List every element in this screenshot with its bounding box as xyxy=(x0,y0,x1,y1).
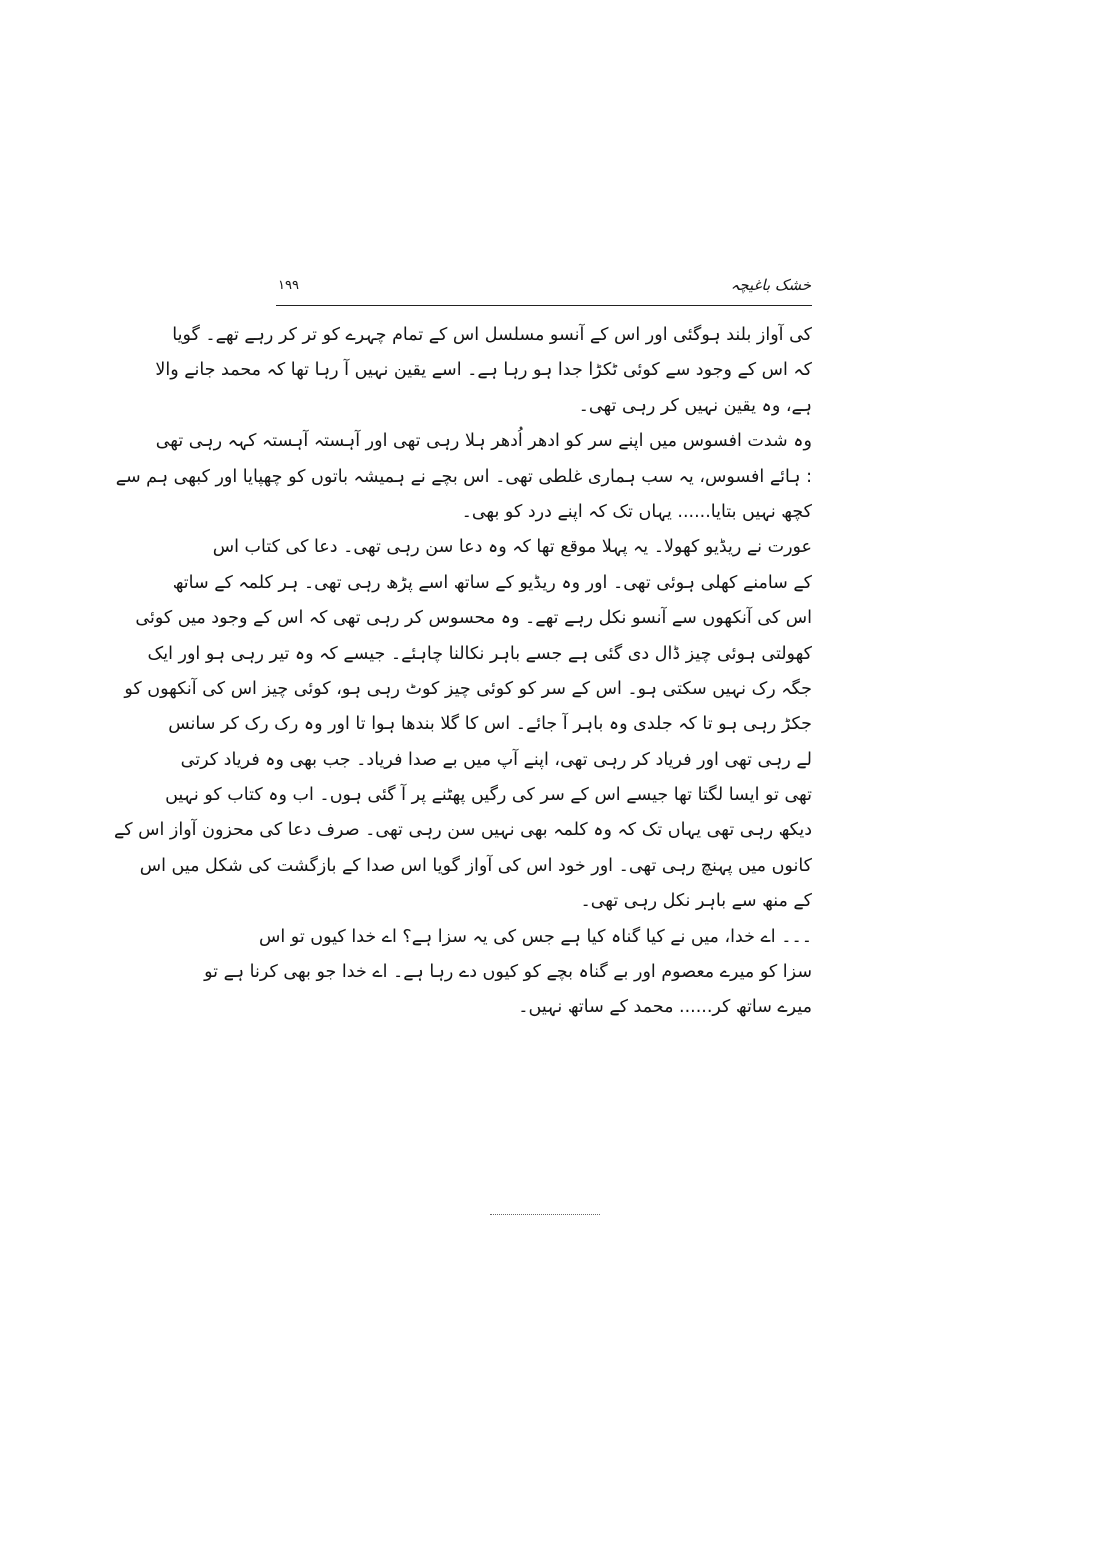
text-line: میرے ساتھ کر...... محمد کے ساتھ نہیں۔ xyxy=(518,997,812,1018)
text-line: لے رہی تھی اور فریاد کر رہی تھی، اپنے آپ میں بے صدا فریاد۔ جب بھی وہ فریاد کرتی xyxy=(180,749,812,770)
header-rule xyxy=(276,305,812,306)
text-line: کے سامنے کھلی ہوئی تھی۔ اور وہ ریڈیو کے ساتھ اسے پڑھ رہی تھی۔ ہر کلمہ کے ساتھ xyxy=(172,572,812,593)
running-title: خشک باغیچہ xyxy=(730,276,811,294)
text-line: دیکھ رہی تھی یہاں تک کہ وہ کلمہ بھی نہیں سن رہی تھی۔ صرف دعا کی محزون آواز اس کے xyxy=(113,820,812,841)
text-line: کانوں میں پہنچ رہی تھی۔ اور خود اس کی آواز گویا اس صدا کے بازگشت کی شکل میں اس xyxy=(139,855,812,876)
page-number: ۱۹۹ xyxy=(278,278,299,293)
text-line: : ہائے افسوس، یہ سب ہماری غلطی تھی۔ اس بچے نے ہمیشہ باتوں کو چھپایا اور کبھی ہم سے xyxy=(115,466,812,487)
text-line: سزا کو میرے معصوم اور بے گناہ بچے کو کیوں دے رہا ہے۔ اے خدا جو بھی کرنا ہے تو xyxy=(204,962,812,983)
text-line: کھولتی ہوئی چیز ڈال دی گئی ہے جسے باہر نکالنا چاہئے۔ جیسے کہ وہ تیر رہی ہو اور ایک xyxy=(147,643,812,664)
text-line: عورت نے ریڈیو کھولا۔ یہ پہلا موقع تھا کہ وہ دعا سن رہی تھی۔ دعا کی کتاب اس xyxy=(212,537,812,558)
text-line: کے منھ سے باہر نکل رہی تھی۔ xyxy=(580,891,812,912)
body-text xyxy=(113,318,812,1026)
text-line: کی آواز بلند ہوگئی اور اس کے آنسو مسلسل اس کے تمام چہرے کو تر کر رہے تھے۔ گویا xyxy=(172,325,812,345)
page-header xyxy=(278,274,811,308)
text-line: ۔۔۔ اے خدا، میں نے کیا گناہ کیا ہے جس کی یہ سزا ہے؟ اے خدا کیوں تو اس xyxy=(259,926,812,947)
text-line: کچھ نہیں بتایا...... یہاں تک کہ اپنے درد کو بھی۔ xyxy=(461,501,812,522)
text-line: جگہ رک نہیں سکتی ہو۔ اس کے سر کو کوئی چیز کوٹ رہی ہو، کوئی چیز اس کی آنکھوں کو xyxy=(124,678,812,699)
text-line: تھی تو ایسا لگتا تھا جیسے اس کے سر کی رگیں پھٹنے پر آ گئی ہوں۔ اب وہ کتاب کو نہیں xyxy=(165,785,812,806)
text-line: کہ اس کے وجود سے کوئی ٹکڑا جدا ہو رہا ہے۔ اسے یقین نہیں آ رہا تھا کہ محمد جانے والا xyxy=(155,360,812,381)
text-line: ہے، وہ یقین نہیں کر رہی تھی۔ xyxy=(578,395,812,416)
end-of-text-divider xyxy=(490,1214,600,1215)
text-line: جکڑ رہی ہو تا کہ جلدی وہ باہر آ جائے۔ اس کا گلا بندھا ہوا تا اور وہ رک رک کر سانس xyxy=(168,714,812,735)
text-line: وہ شدت افسوس میں اپنے سر کو ادھر اُدھر ہلا رہی تھی اور آہستہ آہستہ کہہ رہی تھی xyxy=(155,431,812,452)
text-line: اس کی آنکھوں سے آنسو نکل رہے تھے۔ وہ محسوس کر رہی تھی کہ اس کے وجود میں کوئی xyxy=(135,608,812,629)
